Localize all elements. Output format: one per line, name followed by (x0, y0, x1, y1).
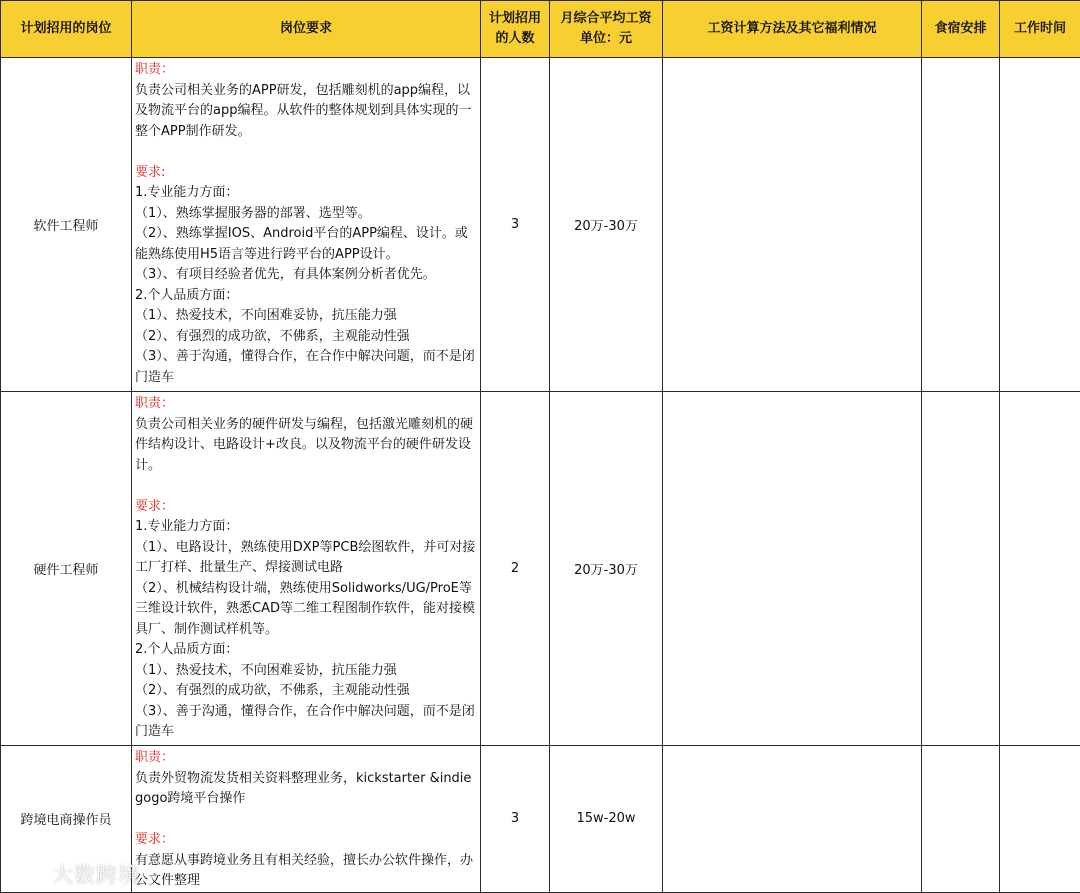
row-count: 3 (481, 58, 550, 392)
row-hours (1000, 58, 1080, 392)
header-position: 计划招用的岗位 (1, 1, 132, 58)
requirements-text: 1.专业能力方面： （1）、电路设计，熟练使用DXP等PCB绘图软件，并可对接工厂打样、批量生产、焊接测试电路 （2）、机械结构设计端，熟练使用Solidworks/UG/ProE等三维设计软件，熟悉CAD等二维工程图制作软件，能对接模具厂、制作测试样机等。 2.个人品质方面： （1）、热爱技术，不向困难妥协，抗压能力强 （2）、有强烈的成功欲，不佛系，主观能动性强 （3）、善于沟通，懂得合作，在合作中解决问题，而不是闭门造车 (135, 519, 475, 739)
row-position: 跨境电商操作员 (1, 746, 132, 893)
header-count (481, 1, 550, 58)
requirements-text: 有意愿从事跨境业务且有相关经验，擅长办公软件操作，办公文件整理 (135, 853, 473, 889)
row-position: 软件工程师 (1, 58, 132, 392)
row-hours (1000, 392, 1080, 746)
row-lodging (922, 746, 1000, 893)
row-benefits (663, 58, 922, 392)
duty-label: 职责： (135, 62, 174, 77)
requirements-label: 要求： (135, 499, 174, 514)
row-lodging (922, 392, 1000, 746)
row-salary: 20万-30万 (550, 392, 663, 746)
table-row (1, 58, 1080, 392)
requirements-text: 1.专业能力方面： （1）、熟练掌握服务器的部署、选型等。 （2）、熟练掌握IOS、Android平台的APP编程、设计。或能熟练使用H5语言等进行跨平台的APP设计。 （3）、有项目经验者优先，有具体案例分析者优先。 2.个人品质方面： （1）、热爱技术，不向困难妥协，抗压能力强 （2）、有强烈的成功欲，不佛系，主观能动性强 （3）、善于沟通，懂得合作，在合作中解决问题，而不是闭门造车 (135, 185, 475, 385)
requirements-label: 要求： (135, 832, 174, 847)
table-row (1, 746, 1080, 893)
header-salary-line2: 单位：元 (580, 31, 632, 46)
duty-text: 负责公司相关业务的APP研发，包括雕刻机的app编程，以及物流平台的app编程。从软件的整体规划到具体实现的一整个APP制作研发。 (135, 83, 471, 139)
header-requirements: 岗位要求 (132, 1, 481, 58)
table-row (1, 392, 1080, 746)
header-lodging: 食宿安排 (922, 1, 1000, 58)
row-requirements (132, 58, 481, 392)
header-salary-line1: 月综合平均工资 (560, 11, 651, 26)
watermark-text: 大数跨境 (52, 859, 140, 889)
requirements-label: 要求: (135, 165, 165, 180)
header-row (1, 1, 1080, 58)
header-salary (550, 1, 663, 58)
row-salary: 20万-30万 (550, 58, 663, 392)
duty-label: 职责： (135, 396, 174, 411)
row-benefits (663, 746, 922, 893)
header-hours: 工作时间 (1000, 1, 1080, 58)
row-requirements (132, 746, 481, 893)
row-position: 硬件工程师 (1, 392, 132, 746)
duty-text: 负责外贸物流发货相关资料整理业务，kickstarter &indiegogo跨境平台操作 (135, 771, 471, 807)
row-lodging (922, 58, 1000, 392)
header-count-line2: 的人数 (495, 31, 534, 46)
duty-label: 职责： (135, 750, 174, 765)
row-count: 3 (481, 746, 550, 893)
row-benefits (663, 392, 922, 746)
row-requirements (132, 392, 481, 746)
row-hours (1000, 746, 1080, 893)
row-count: 2 (481, 392, 550, 746)
header-benefits: 工资计算方法及其它福利情况 (663, 1, 922, 58)
row-salary: 15w-20w (550, 746, 663, 893)
duty-text: 负责公司相关业务的硬件研发与编程，包括激光雕刻机的硬件结构设计、电路设计+改良。以及物流平台的硬件研发设计。 (135, 417, 473, 473)
header-count-line1: 计划招用 (489, 11, 541, 26)
